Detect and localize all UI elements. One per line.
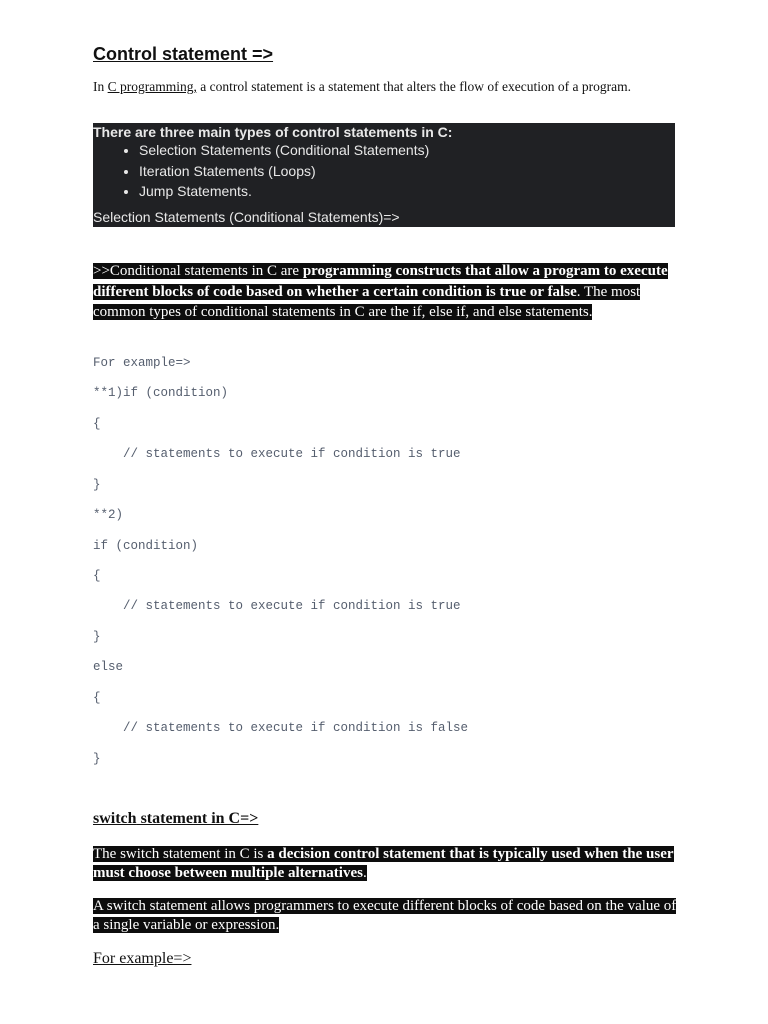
- conditional-rest: . The most common types of conditional statements in C are the if, else if, and else statements.: [93, 283, 641, 320]
- code-line: // statements to execute if condition is true: [93, 599, 461, 613]
- switch-bold: a decision control statement that is typically used when the user must choose between multiple alternatives: [93, 846, 674, 881]
- page-title: Control statement =>: [93, 44, 274, 64]
- control-types-box: [93, 123, 675, 227]
- code-line: }: [93, 752, 101, 766]
- example-link[interactable]: For example=>: [93, 950, 192, 967]
- intro-rest: a control statement is a statement that alters the flow of execution of a program.: [196, 79, 631, 94]
- switch-heading-rest: statement in C=>: [136, 810, 259, 827]
- code-line: // statements to execute if condition is false: [93, 721, 469, 735]
- switch-paragraph-1: [93, 845, 678, 883]
- control-types-heading: There are three main types of control statements in C:: [93, 124, 453, 140]
- code-line: **1)if (condition): [93, 386, 229, 400]
- code-line: }: [93, 630, 101, 644]
- code-line: // statements to execute if condition is true: [93, 447, 461, 461]
- conditional-paragraph: [93, 261, 678, 323]
- intro-prefix: In: [93, 79, 108, 94]
- switch-keyword: switch: [93, 810, 137, 827]
- switch-rest: .: [362, 865, 367, 881]
- c-programming-link[interactable]: C programming,: [107, 79, 197, 94]
- code-line: For example=>: [93, 356, 191, 370]
- code-line: {: [93, 569, 101, 583]
- code-line: if (condition): [93, 539, 199, 553]
- selection-statements-label: Selection Statements (Conditional Statements)=>: [93, 209, 400, 225]
- code-line: **2): [93, 508, 124, 522]
- code-line: {: [93, 417, 101, 431]
- control-types-list: [93, 140, 429, 202]
- code-line: else: [93, 660, 124, 674]
- list-item: • Iteration Statements (Loops): [139, 161, 429, 182]
- list-item: • Jump Statements.: [139, 181, 429, 202]
- switch-heading: [93, 810, 258, 828]
- conditional-lead: >>Conditional statements in C are: [93, 263, 303, 279]
- list-item: • Selection Statements (Conditional Statements): [139, 140, 429, 161]
- switch-paragraph-2: [93, 897, 678, 935]
- code-line: }: [93, 478, 101, 492]
- switch-paragraph-2-text: A switch statement allows programmers to execute different blocks of code based on the value of a single variable or expression.: [93, 898, 677, 933]
- intro-paragraph: [93, 78, 653, 95]
- switch-lead: The switch statement in C is: [93, 846, 268, 862]
- code-line: {: [93, 691, 101, 705]
- conditional-bold: programming constructs that allow a program to execute different blocks of code based on whether a certain condition is true or false: [93, 263, 668, 300]
